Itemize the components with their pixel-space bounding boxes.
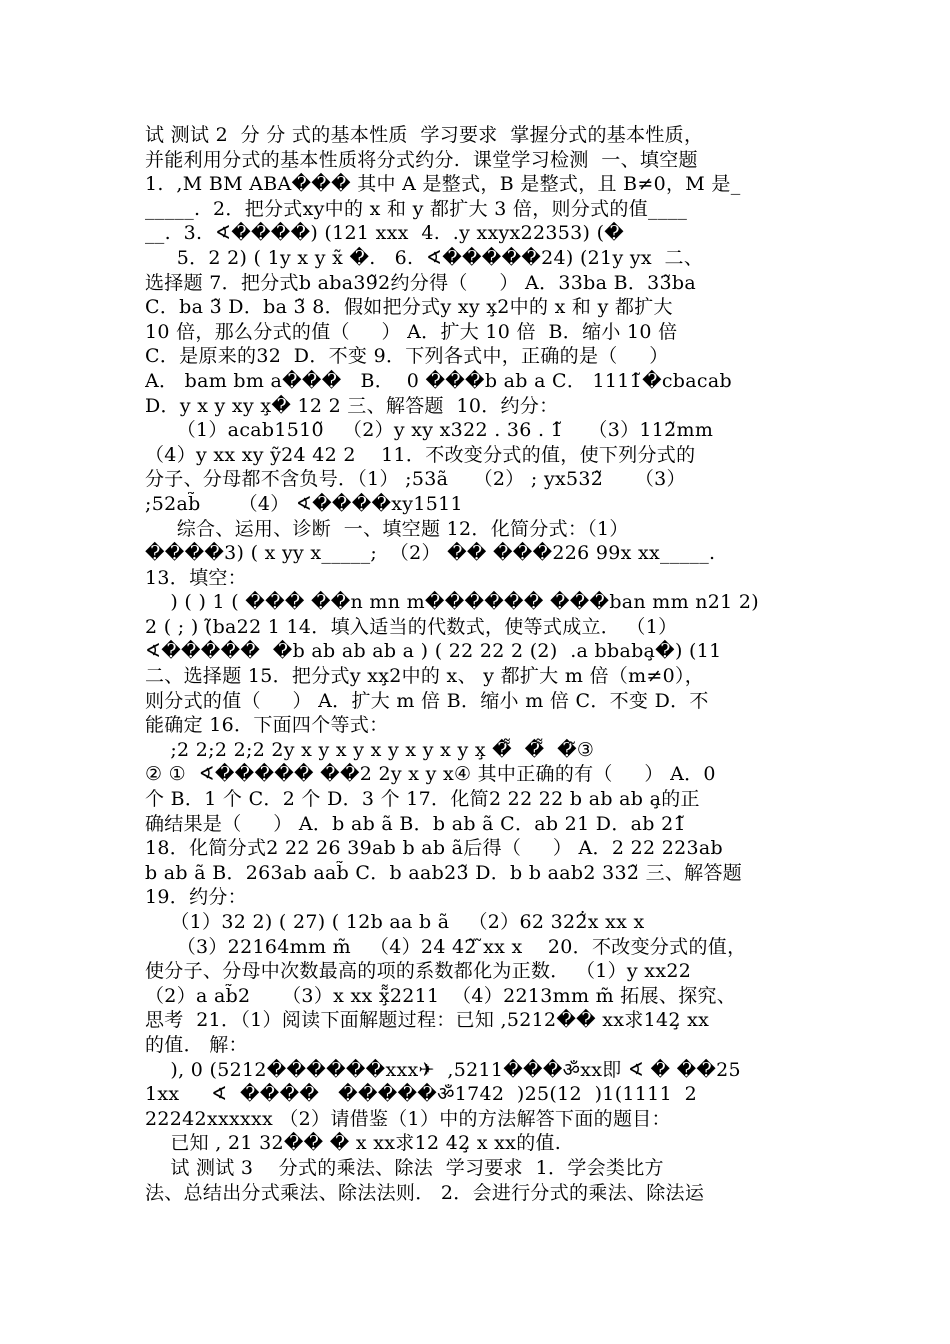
text-line: __. 3. ∢����) (121 xxx 4. .y xxyx22353) (� [145,222,625,245]
text-line: 1xx ∢ ���� �����ॐ1742 )25(12 )1(1111 2 [145,1083,698,1106]
text-line: （3）22164mm m̃ （4）24 42̃ ̃xx x 20．不改变分式的值， [145,935,747,958]
text-line: 确结果是（ ） A．b ab ã B．b ab ã C．ab 21 D．ab 21̃ [145,812,686,835]
text-line: _____. 2．把分式xy中的 x 和 y 都扩大 3 倍，则分式的值____ [145,197,688,220]
text-line: ;2 2;2 2;2 2y x y x y x y x y x y x̧ �̃̃ �̃̃̃ �̃③ [145,738,595,761]
text-line: ����3) ( x yy x_____; （2） �� ���226 99x xx_____. [145,542,716,565]
text-line: （1）32 2) ( 27) ( 12b aa b ã （2）62 322̃̇̇x xx x [145,911,645,933]
text-line: ;52ab̃ （4） ∢����xy1511 [145,492,463,515]
text-line: b ab ã B．263ab aab̃ C．b aab23̃ D．b b aab2 332̃ 三、解答题 [145,861,743,884]
text-line: 已知 , 21 32�� � x xx求12 42̧ x xx的值. [145,1132,562,1155]
text-line: ② ① ∢����� ��2 2y x y x④ 其中正确的有（ ） A．0 [145,763,716,786]
text-line: （4）y xx xy ỹ24 42 2 11．不改变分式的值，使下列分式的 [145,443,696,466]
text-line: 5．2 2) ( 1y x y x̃ �. 6. ∢�����24) (21y yx 二、 [145,246,704,269]
text-line: ) ( ) 1 ( ��� ��n mn m������ ���ban mm n21 2) [145,591,760,614]
text-line: C．是原来的32 D．不变 9．下列各式中，正确的是（ ） [145,345,669,368]
text-line: 使分子、分母中次数最高的项的系数都化为正数． （1）y xx22 [145,960,692,983]
text-line: 并能利用分式的基本性质将分式约分. 课堂学习检测 一、填空题 [145,148,698,171]
text-line: 思考 21．（1）阅读下面解题过程：已知 ,5212�� xx求142̧ xx [145,1009,710,1032]
text-line: 19．约分： [145,886,247,909]
text-line: 法、总结出分式乘法、除法法则． 2．会进行分式的乘法、除法运 [145,1181,705,1204]
text-line: ∢����� �b ab ab ab a ) ( 22 22 2 (2) .a bbaba̧�) (11 [145,640,722,663]
text-line: C．ba 3̃ D．ba 3̃ 8．假如把分式y xy x̧2中的 x 和 y 都扩大 [145,296,673,319]
text-line: 10 倍，那么分式的值（ ） A．扩大 10 倍 B．缩小 10 倍 [145,320,678,343]
text-line: 选择题 7．把分式b aba39̃2约分得（ ） A．33ba B．33̃ba [145,271,697,294]
text-line: 综合、运用、诊断 一、填空题 12．化简分式：（1） [145,517,629,540]
text-line: （1）acab1510̃ （2）y xy x322 . 36 . 1̃ （3）112̃mm [145,419,714,442]
text-line: 二、选择题 15．把分式y xx̧2中的 x、 y 都扩大 m 倍（m≠0）， [145,665,705,688]
text-line: （2）a ab̃2 （3）x xx x̧̃̃2211 （4）2213mm m̃ 拓展、探究、 [145,984,737,1007]
text-line: 分子、分母都不含负号．（1） ;53ã （2） ; yx532̃ （3） [145,468,686,491]
text-line: 个 B．1 个 C．2 个 D．3 个 17．化简2 22 22 b ab ab a̧的正 [145,788,700,811]
text-line: 试 测试 3 分式的乘法、除法 学习要求 1．学会类比方 [145,1156,664,1179]
text-line: D．y x y xy x̧� 12 2 三、解答题 10．约分： [145,394,559,417]
text-line: ), 0 (5212������xxx✈ ,5211���ॐxx即 ∢ � ��25 [145,1058,741,1081]
text-line: 能确定 16．下面四个等式： [145,714,389,737]
text-line: 22242xxxxxx （2）请借鉴（1）中的方法解答下面的题目： [145,1107,671,1130]
text-line: 18．化简分式2 22 26 39ab b ab ã后得（ ） A．2 22 223ab [145,837,723,860]
document-body [145,123,815,1205]
text-line: 试 测试 2 分 分 式的基本性质 学习要求 掌握分式的基本性质， [145,124,704,146]
text-line: 的值． 解： [145,1033,248,1056]
text-line: 13．填空： [145,566,247,589]
text-line: 1. ,M BM ABA��� 其中 A 是整式，B 是整式，且 B≠0，M 是_ [145,173,741,196]
text-line: 2 ( ; ) (̃ba22 1 14．填入适当的代数式，使等式成立． （1） [145,615,678,638]
text-line: A． bam bm a��� B． 0 ���b ab a C． 1111̃�cbacab [145,369,732,392]
text-line: 则分式的值（ ） A．扩大 m 倍 B．缩小 m 倍 C．不变 D．不 [145,689,709,712]
